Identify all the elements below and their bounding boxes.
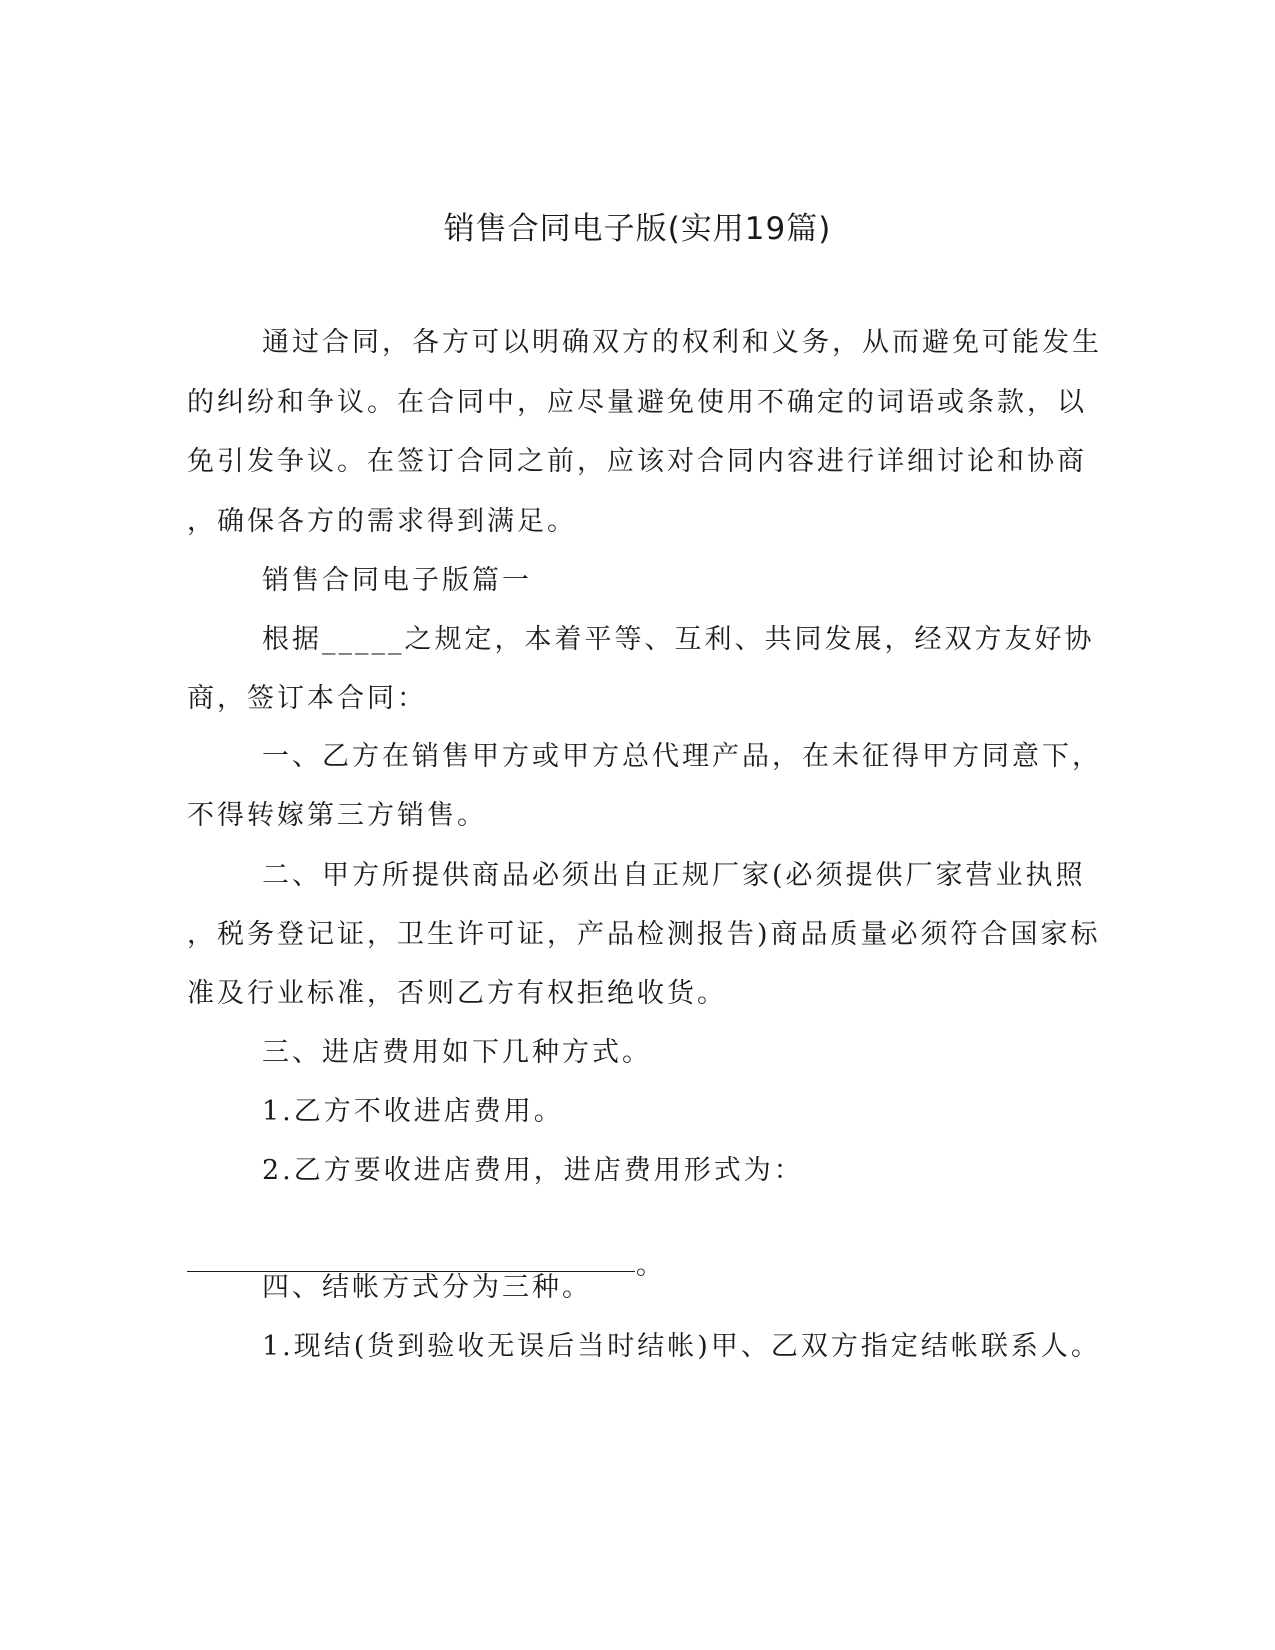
clause-4-option-1: 1.现结(货到验收无误后当时结帐)甲、乙双方指定结帐联系人。 bbox=[262, 1331, 1101, 1362]
section-heading-part-one: 销售合同电子版篇一 bbox=[262, 565, 532, 596]
intro-line-4: ，确保各方的需求得到满足。 bbox=[187, 506, 577, 537]
preamble-line-2: 商，签订本合同： bbox=[187, 683, 427, 714]
document-title: 销售合同电子版(实用19篇) bbox=[443, 211, 832, 247]
clause-2-line-3: 准及行业标准，否则乙方有权拒绝收货。 bbox=[187, 978, 727, 1009]
clause-3-option-1: 1.乙方不收进店费用。 bbox=[262, 1096, 564, 1127]
clause-2-line-2: ，税务登记证，卫生许可证，产品检测报告)商品质量必须符合国家标 bbox=[187, 919, 1101, 950]
clause-1-line-1: 一、乙方在销售甲方或甲方总代理产品，在未征得甲方同意下， bbox=[262, 741, 1102, 772]
clause-4-heading: 四、结帐方式分为三种。 bbox=[262, 1272, 592, 1303]
clause-1-line-2: 不得转嫁第三方销售。 bbox=[187, 800, 487, 831]
clause-2-line-1: 二、甲方所提供商品必须出自正规厂家(必须提供厂家营业执照 bbox=[262, 860, 1086, 891]
clause-3-heading: 三、进店费用如下几种方式。 bbox=[262, 1037, 652, 1068]
intro-line-2: 的纠纷和争议。在合同中，应尽量避免使用不确定的词语或条款，以 bbox=[187, 387, 1087, 418]
intro-line-3: 免引发争议。在签订合同之前，应该对合同内容进行详细讨论和协商 bbox=[187, 446, 1087, 477]
clause-3-option-2: 2.乙方要收进店费用，进店费用形式为： bbox=[262, 1155, 804, 1186]
preamble-line-1: 根据_____之规定，本着平等、互利、共同发展，经双方友好协 bbox=[262, 624, 1095, 655]
blank-line-period: 。 bbox=[636, 1250, 663, 1281]
intro-line-1: 通过合同，各方可以明确双方的权利和义务，从而避免可能发生 bbox=[262, 327, 1102, 358]
